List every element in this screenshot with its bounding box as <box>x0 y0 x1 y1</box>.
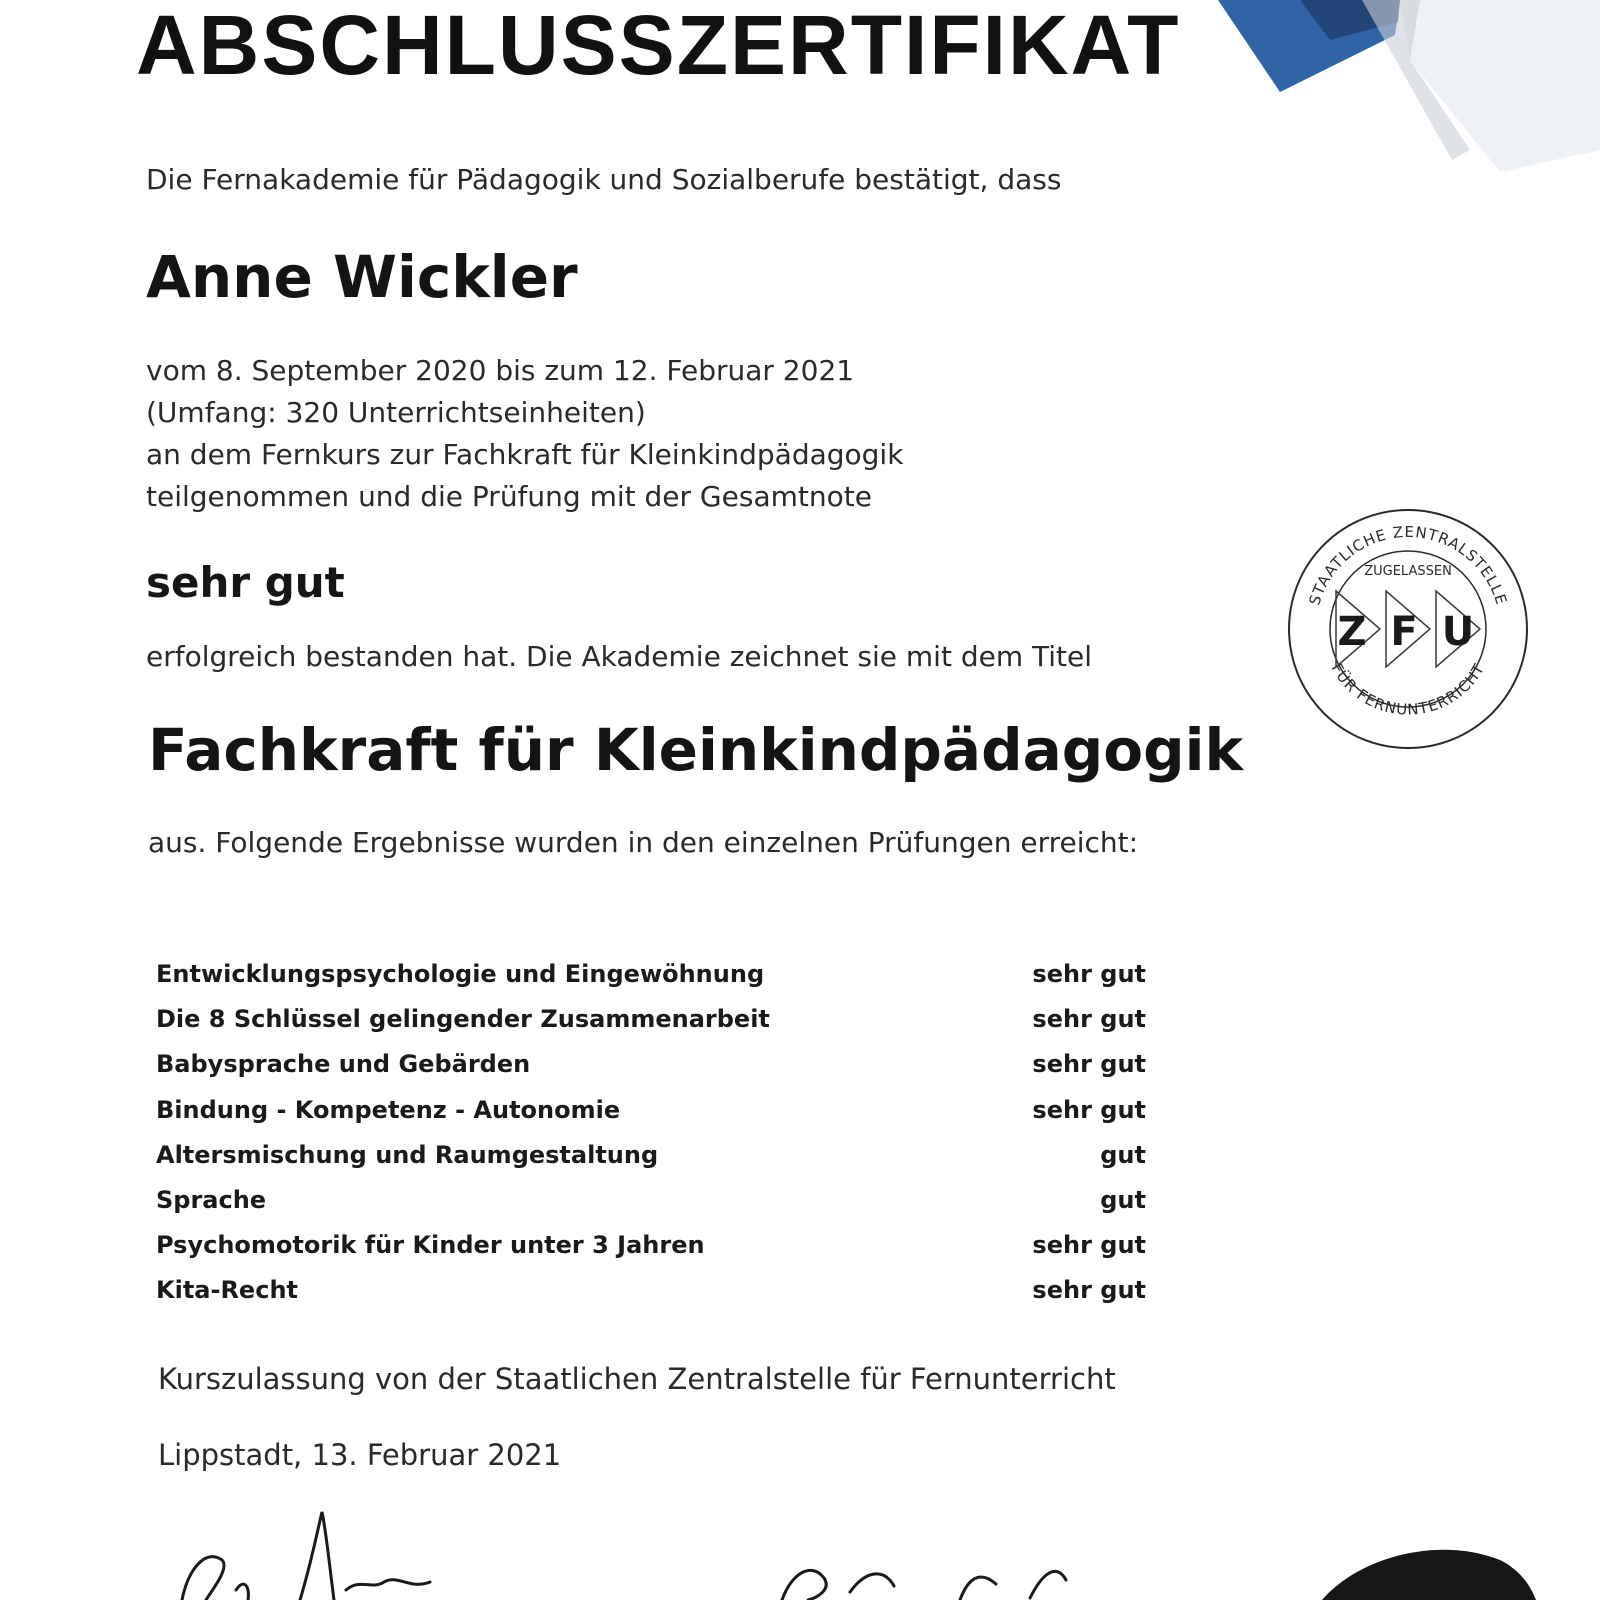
result-grade: sehr gut <box>1032 1095 1146 1124</box>
result-grade: gut <box>1100 1185 1146 1214</box>
certificate-title: ABSCHLUSSZERTIFIKAT <box>136 0 1181 92</box>
result-subject: Babysprache und Gebärden <box>156 1050 531 1079</box>
result-grade: gut <box>1100 1140 1146 1169</box>
passed-statement: erfolgreich bestanden hat. Die Akademie zeichnet sie mit dem Titel <box>146 640 1093 673</box>
recipient-name: Anne Wickler <box>146 243 578 311</box>
approval-statement: Kurszulassung von der Staatlichen Zentralstelle für Fernunterricht <box>158 1362 1116 1396</box>
result-row <box>156 1268 1146 1313</box>
result-grade: sehr gut <box>1032 1231 1146 1260</box>
seal-letter-z: Z <box>1337 609 1367 655</box>
results-list <box>156 952 1146 1314</box>
result-row <box>156 1133 1146 1178</box>
seal-letter-u: U <box>1441 609 1475 655</box>
result-row <box>156 997 1146 1042</box>
result-row <box>156 952 1146 997</box>
seal-approved-label: ZUGELASSEN <box>1364 564 1452 579</box>
result-grade: sehr gut <box>1032 1050 1146 1079</box>
seal-letter-f: F <box>1390 609 1418 655</box>
period-line: teilgenommen und die Prüfung mit der Gesamtnote <box>146 480 872 513</box>
result-subject: Sprache <box>156 1185 267 1214</box>
seal-ring-text-bottom: FÜR FERNUNTERRICHT <box>1327 660 1489 719</box>
period-line: vom 8. September 2020 bis zum 12. Februar 2021 <box>146 354 855 387</box>
results-intro: aus. Folgende Ergebnisse wurden in den einzelnen Prüfungen erreicht: <box>148 826 1139 859</box>
result-subject: Psychomotorik für Kinder unter 3 Jahren <box>156 1231 705 1260</box>
overall-grade: sehr gut <box>146 558 345 607</box>
result-subject: Kita-Recht <box>156 1276 298 1305</box>
course-period <box>146 350 903 518</box>
result-row <box>156 1088 1146 1133</box>
place-date: Lippstadt, 13. Februar 2021 <box>158 1438 562 1472</box>
issuer-statement: Die Fernakademie für Pädagogik und Sozialberufe bestätigt, dass <box>146 163 1062 196</box>
signature-left <box>182 1512 430 1600</box>
degree-title: Fachkraft für Kleinkindpädagogik <box>148 716 1244 784</box>
period-line: (Umfang: 320 Unterrichtseinheiten) <box>146 396 646 429</box>
result-subject: Altersmischung und Raumgestaltung <box>156 1140 659 1169</box>
result-row <box>156 1042 1146 1087</box>
result-row <box>156 1223 1146 1268</box>
seal-ring-text-top: STAATLICHE ZENTRALSTELLE <box>1305 522 1511 608</box>
zfu-seal <box>1286 507 1530 751</box>
result-grade: sehr gut <box>1032 960 1146 988</box>
result-grade: sehr gut <box>1032 1005 1146 1034</box>
result-subject: Die 8 Schlüssel gelingender Zusammenarbeit <box>156 1005 770 1034</box>
result-grade: sehr gut <box>1032 1276 1146 1305</box>
signature-right <box>782 1570 1066 1600</box>
period-line: an dem Fernkurs zur Fachkraft für Kleinkindpädagogik <box>146 438 904 471</box>
stamp-edge <box>1322 1550 1536 1600</box>
result-subject: Entwicklungspsychologie und Eingewöhnung <box>156 960 765 988</box>
result-row <box>156 1178 1146 1223</box>
result-subject: Bindung - Kompetenz - Autonomie <box>156 1095 621 1124</box>
